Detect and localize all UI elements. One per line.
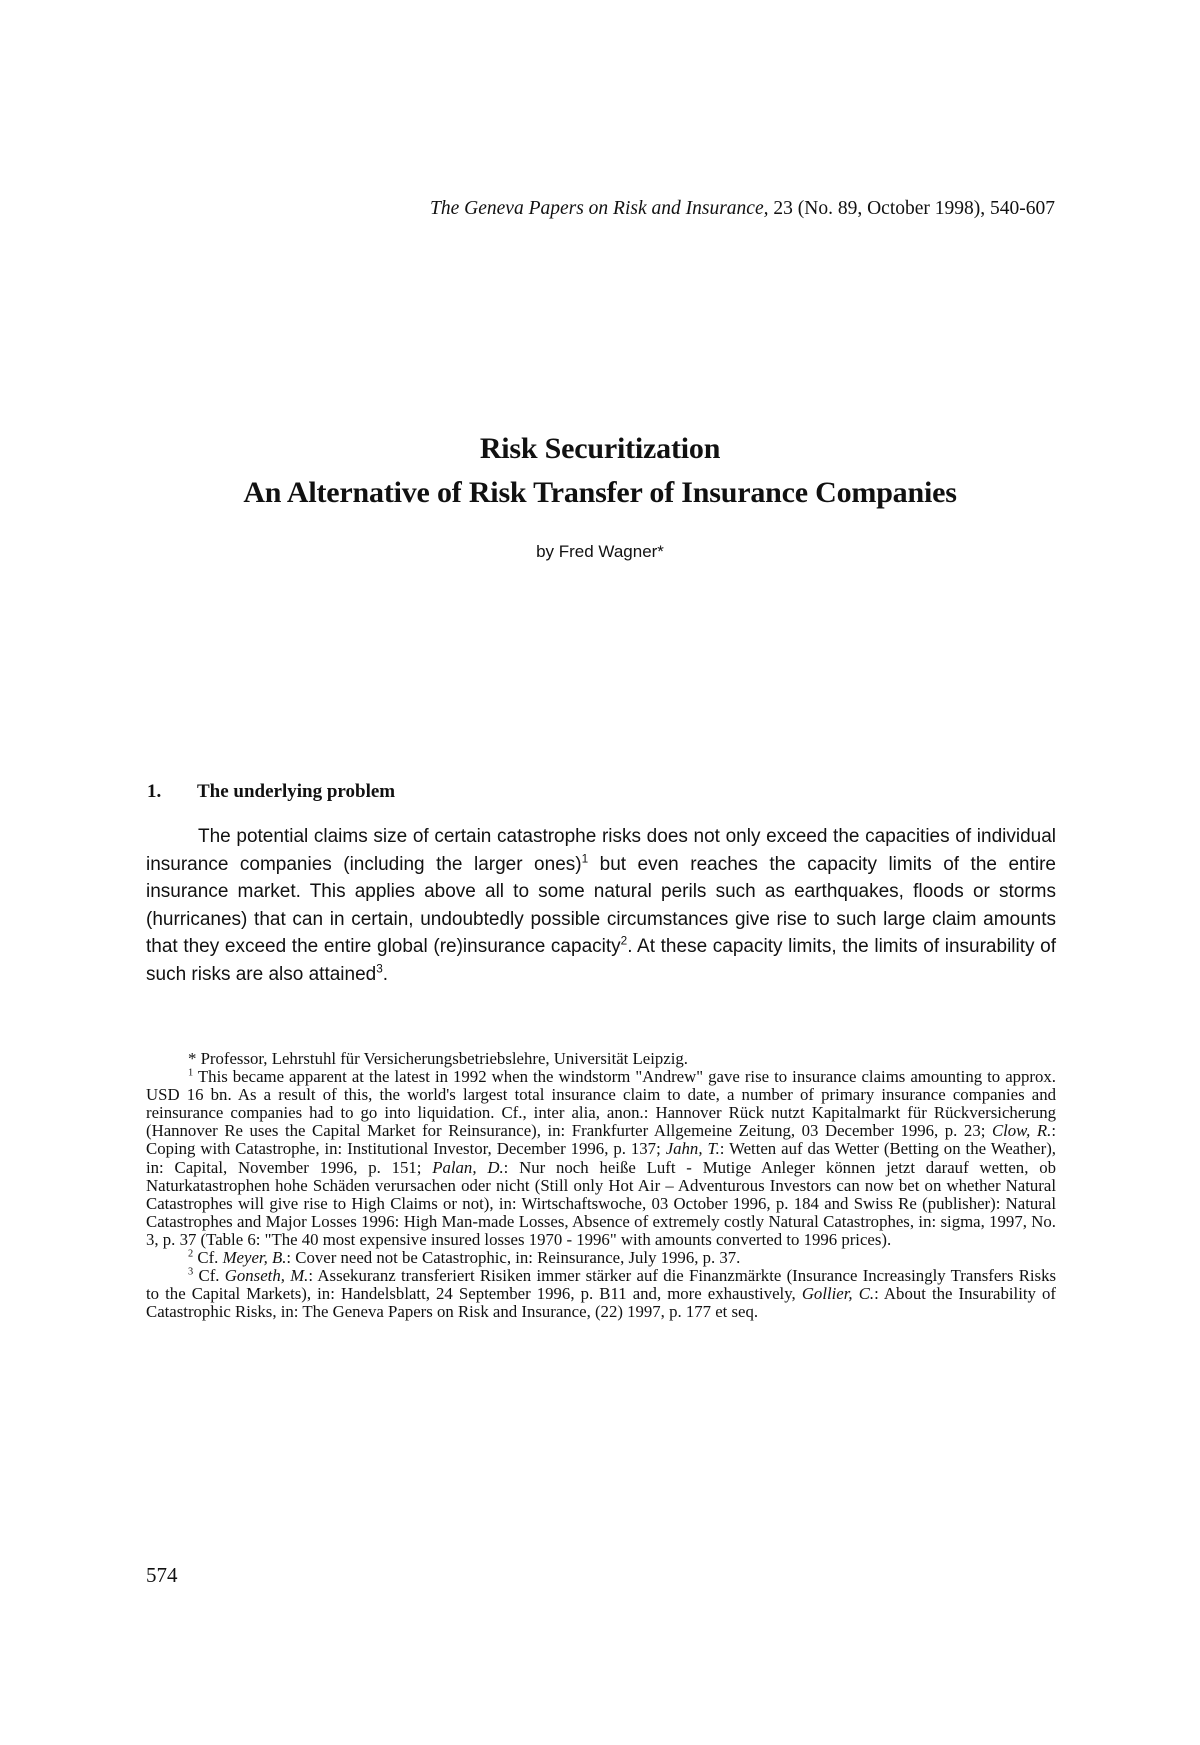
footnote-author-affiliation: * Professor, Lehrstuhl für Versicherungsbetriebslehre, Universität Leipzig. (188, 1049, 688, 1068)
footnote-mark: 3 (188, 1266, 194, 1278)
footnote-text: : Coping with Catastrophe, in: Institutional Investor, December 1996, p. 137; (146, 1121, 1057, 1159)
footnote-text: This became apparent at the latest in 1992 when the windstorm "Andrew" gave rise to insurance claims amounting to approx. USD 16 bn. As a result of this, the world's largest total insurance claim to date, a number of primary insurance companies and reinsurance companies had to go into liquidation. Cf., inter alia, anon.: Hannover Rück nutzt Kapitalmarkt für Rückversicherung (Hannover Re uses the Capital Market for Reinsurance), in: Frankfurter Allgemeine Zeitung, 03 December 1996, p. 23; (146, 1067, 1056, 1141)
page-number: 574 (146, 1563, 178, 1587)
footnote-mark: 1 (188, 1067, 194, 1079)
paper-title-line-1: Risk Securitization (479, 432, 721, 465)
footnote-ref-1: 1 (581, 852, 589, 866)
cited-author: Gonseth, M. (224, 1266, 309, 1286)
paper-title-line-2: An Alternative of Risk Transfer of Insurance Companies (243, 476, 957, 509)
journal-name: The Geneva Papers on Risk and Insurance, (430, 198, 769, 219)
cited-author: Gollier, C. (801, 1284, 875, 1304)
journal-details: 23 (No. 89, October 1998), 540-607 (773, 198, 1055, 219)
footnote-2 (146, 1249, 1056, 1267)
body-text-run: but even reaches the capacity limits of the entire insurance market. This applies above all to some natural perils such as earthquakes, floods or storms (hurricanes) that can in certain, undoubtedly possible circumstances give rise to such large claim amounts that they exceed the entire global (re)insurance capacity (146, 853, 1056, 958)
footnote-text: : Nur noch heiße Luft - Mutige Anleger können jetzt darauf wetten, ob Naturkatastrophen hohe Schäden verursachen oder nicht (Still only Hot Air – Adventurous Investors can now bet on whether Natural Catastrophes will give rise to High Claims or not), in: Wirtschaftswoche, 03 October 1996, p. 184 and Swiss Re (publisher): Natural Catastrophes and Major Losses 1996: High Man-made Losses, Absence of extremely costly Natural Catastrophes, in: sigma, 1997, No. 3, p. 37 (Table 6: "The 40 most expensive insured losses 1970 - 1996" with amounts converted to 1996 prices). (146, 1157, 1056, 1249)
section-heading (147, 781, 395, 803)
footnote-ref-3: 3 (376, 962, 383, 976)
footnote-text: Cf. (193, 1248, 223, 1268)
section-number: 1. (147, 781, 162, 802)
body-text-run: . (382, 963, 389, 985)
footnote-mark: 2 (188, 1248, 194, 1260)
author-byline: by Fred Wagner* (536, 542, 664, 561)
running-head (270, 198, 1055, 220)
cited-author: Palan, D. (432, 1157, 504, 1177)
cited-author: Clow, R. (991, 1121, 1052, 1141)
body-text-run: . At these capacity limits, the limits of insurability of such risks are also attained (146, 936, 1056, 985)
cited-author: Jahn, T. (665, 1139, 720, 1159)
footnote-text: : Cover need not be Catastrophic, in: Reinsurance, July 1996, p. 37. (286, 1248, 741, 1268)
footnote-text: : About the Insurability of Catastrophic Risks, in: The Geneva Papers on Risk and Insurance, (22) 1997, p. 177 et seq. (146, 1284, 1056, 1322)
section-title: The underlying problem (197, 781, 396, 802)
footnote-3 (146, 1267, 1056, 1321)
footnote-ref-2: 2 (620, 935, 628, 949)
footnote-text: Cf. (193, 1266, 225, 1286)
body-paragraph (146, 823, 1056, 989)
footnote-text: : Assekuranz transferiert Risiken immer stärker auf die Finanzmärkte (Insurance Increasingly Transfers Risks to the Capital Markets), in: Handelsblatt, 24 September 1996, p. B11 and, more exhaustively, (146, 1266, 1057, 1304)
footnote-1 (146, 1068, 1056, 1249)
body-text-run: The potential claims size of certain catastrophe risks does not only exceed the capacities of individual insurance companies (including the larger ones) (146, 826, 1056, 875)
footnote-text: : Wetten auf das Wetter (Betting on the Weather), in: Capital, November 1996, p. 151; (146, 1139, 1056, 1177)
cited-author: Meyer, B. (222, 1248, 287, 1268)
footnotes (146, 1050, 1056, 1321)
